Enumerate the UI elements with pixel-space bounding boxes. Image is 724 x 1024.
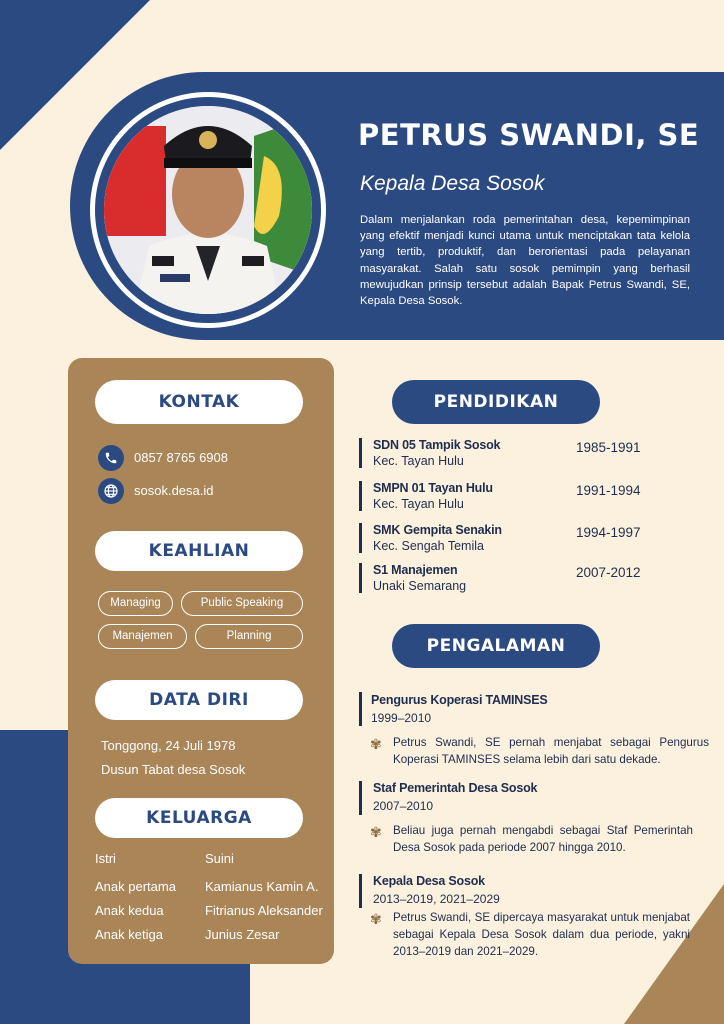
skill-tag: Planning — [195, 624, 303, 649]
school-name: SDN 05 Tampik Sosok — [373, 438, 501, 452]
address-info: Dusun Tabat desa Sosok — [101, 762, 246, 777]
job-period: 1999–2010 — [371, 711, 432, 725]
school-years: 1985-1991 — [576, 440, 641, 455]
school-location: Kec. Sengah Temila — [373, 539, 484, 553]
job-description: Petrus Swandi, SE dipercaya masyarakat untuk menjabat sebagai Kepala Desa Sosok dalam dua periode, yakni 2013–2019 dan 2021–2029. — [393, 911, 690, 958]
family-heading: KELUARGA — [95, 798, 303, 838]
timeline-bar — [359, 692, 362, 726]
school-years: 1991-1994 — [576, 483, 641, 498]
timeline-bar — [359, 874, 362, 908]
job-description: Petrus Swandi, SE pernah menjabat sebagai Pengurus Koperasi TAMINSES selama lebih dari satu dekade. — [393, 736, 709, 766]
timeline-bar — [359, 781, 362, 815]
job-title: Kepala Desa Sosok — [373, 874, 485, 888]
school-location: Kec. Tayan Hulu — [373, 497, 464, 511]
website-link[interactable]: sosok.desa.id — [134, 483, 214, 498]
family-member-name: Junius Zesar — [205, 927, 280, 942]
family-relation: Anak pertama — [95, 879, 176, 894]
school-location: Unaki Semarang — [373, 579, 467, 593]
education-heading: PENDIDIKAN — [392, 380, 600, 424]
job-title: Staf Pemerintah Desa Sosok — [373, 781, 538, 795]
family-relation: Anak kedua — [95, 903, 164, 918]
family-member-name: Kamianus Kamin A. — [205, 879, 319, 894]
timeline-bar — [359, 563, 362, 593]
skill-tag: Manajemen — [98, 624, 187, 649]
intro-paragraph: Dalam menjalankan roda pemerintahan desa, kepemimpinan yang efektif menjadi kunci utama untuk menciptakan tata kelola yang tertib, produktif, dan berorientasi pada pelayanan masyarakat. Salah satu sosok pemimpin yang berhasil mewujudkan prinsip tersebut adalah Bapak Petrus Swandi, SE, Kepala Desa Sosok. — [360, 214, 690, 308]
school-location: Kec. Tayan Hulu — [373, 454, 464, 468]
skills-heading: KEAHLIAN — [95, 531, 303, 571]
family-relation: Istri — [95, 851, 116, 866]
job-title: Pengurus Koperasi TAMINSES — [371, 693, 548, 707]
person-name: PETRUS SWANDI, SE — [358, 118, 700, 152]
flower-bullet-icon: ✾ — [370, 736, 382, 752]
profile-photo — [104, 106, 312, 314]
flower-bullet-icon: ✾ — [370, 824, 382, 840]
school-name: SMPN 01 Tayan Hulu — [373, 481, 493, 495]
school-name: S1 Manajemen — [373, 563, 458, 577]
school-years: 1994-1997 — [576, 525, 641, 540]
personal-data-heading: DATA DIRI — [95, 680, 303, 720]
birth-info: Tonggong, 24 Juli 1978 — [101, 738, 236, 753]
job-description: Beliau juga pernah mengabdi sebagai Staf Pemerintah Desa Sosok pada periode 2007 hingga 2010. — [393, 824, 693, 854]
family-member-name: Fitrianus Aleksander — [205, 903, 323, 918]
phone-number: 0857 8765 6908 — [134, 450, 228, 465]
phone-icon — [98, 445, 124, 471]
flower-bullet-icon: ✾ — [370, 911, 382, 927]
timeline-bar — [359, 438, 362, 468]
job-period: 2013–2019, 2021–2029 — [373, 892, 500, 906]
skill-tag: Managing — [98, 591, 173, 616]
school-years: 2007-2012 — [576, 565, 641, 580]
skill-tag: Public Speaking — [181, 591, 303, 616]
contact-heading: KONTAK — [95, 380, 303, 424]
family-relation: Anak ketiga — [95, 927, 163, 942]
family-member-name: Suini — [205, 851, 234, 866]
experience-heading: PENGALAMAN — [392, 624, 600, 668]
timeline-bar — [359, 481, 362, 511]
timeline-bar — [359, 523, 362, 553]
school-name: SMK Gempita Senakin — [373, 523, 502, 537]
globe-icon — [98, 478, 124, 504]
job-period: 2007–2010 — [373, 799, 434, 813]
person-role: Kepala Desa Sosok — [360, 172, 545, 195]
